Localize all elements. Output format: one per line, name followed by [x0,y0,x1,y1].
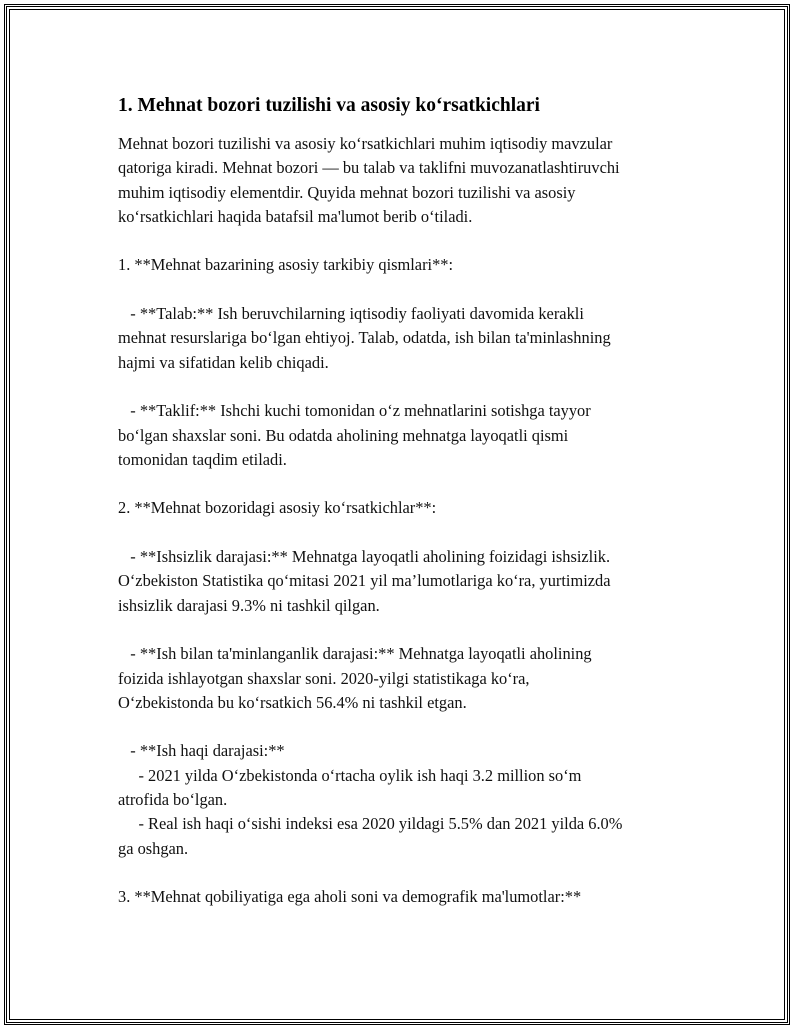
intro-line: ko‘rsatkichlari haqida batafsil ma'lumot berib o‘tiladi. [118,206,473,226]
ish-haqi-line: ga oshgan. [118,838,189,858]
intro-line: qatoriga kiradi. Mehnat bozori — bu talab va taklifni muvozanatlashtiruvchi [118,158,620,178]
section-1-heading: 1. **Mehnat bazarining asosiy tarkibiy qismlari**: [118,255,454,275]
document-title: 1. Mehnat bozori tuzilishi va asosiy ko‘rsatkichlari [118,95,540,116]
talab-line: hajmi va sifatidan kelib chiqadi. [118,352,329,372]
paragraph-gap [118,375,698,399]
paragraph-gap [118,278,698,302]
paragraph-gap [118,521,698,545]
intro-line: muhim iqtisodiy elementdir. Quyida mehnat bozori tuzilishi va asosiy [118,182,576,202]
ish-haqi-line: atrofida bo‘lgan. [118,790,228,810]
paragraph-gap [118,861,698,885]
ishsizlik-line: - **Ishsizlik darajasi:** Mehnatga layoqatli aholining foizidagi ishsizlik. [118,547,611,567]
taklif-line: tomonidan taqdim etiladi. [118,449,287,469]
ishsizlik-line: ishsizlik darajasi 9.3% ni tashkil qilgan. [118,595,380,615]
paragraph-gap [118,715,698,739]
talab-line: - **Talab:** Ish beruvchilarning iqtisodiy faoliyati davomida kerakli [118,304,584,324]
ish-haqi-line: - Real ish haqi o‘sishi indeksi esa 2020 yildagi 5.5% dan 2021 yilda 6.0% [118,814,623,834]
intro-line: Mehnat bozori tuzilishi va asosiy ko‘rsatkichlari muhim iqtisodiy mavzular [118,134,613,153]
document-body [118,94,698,910]
section-3-heading: 3. **Mehnat qobiliyatiga ega aholi soni va demografik ma'lumotlar:** [118,887,582,907]
ish-haqi-line: - 2021 yilda O‘zbekistonda o‘rtacha oylik ish haqi 3.2 million so‘m [118,765,582,785]
paragraph-gap [118,618,698,642]
ish-haqi-line: - **Ish haqi darajasi:** [118,741,285,761]
bandlik-line: - **Ish bilan ta'minlanganlik darajasi:** Mehnatga layoqatli aholining [118,644,592,664]
ishsizlik-line: O‘zbekiston Statistika qo‘mitasi 2021 yil ma’lumotlariga ko‘ra, yurtimizda [118,571,611,591]
section-2-heading: 2. **Mehnat bozoridagi asosiy ko‘rsatkichlar**: [118,498,437,518]
bandlik-line: foizida ishlayotgan shaxslar soni. 2020-yilgi statistikaga ko‘ra, [118,668,530,688]
taklif-line: bo‘lgan shaxslar soni. Bu odatda aholining mehnatga layoqatli qismi [118,425,569,445]
paragraph-gap [118,229,698,253]
taklif-line: - **Taklif:** Ishchi kuchi tomonidan o‘z mehnatlarini sotishga tayyor [118,401,591,421]
paragraph-gap [118,472,698,496]
bandlik-line: O‘zbekistonda bu ko‘rsatkich 56.4% ni tashkil etgan. [118,692,467,712]
talab-line: mehnat resurslariga bo‘lgan ehtiyoj. Talab, odatda, ish bilan ta'minlashning [118,328,611,348]
